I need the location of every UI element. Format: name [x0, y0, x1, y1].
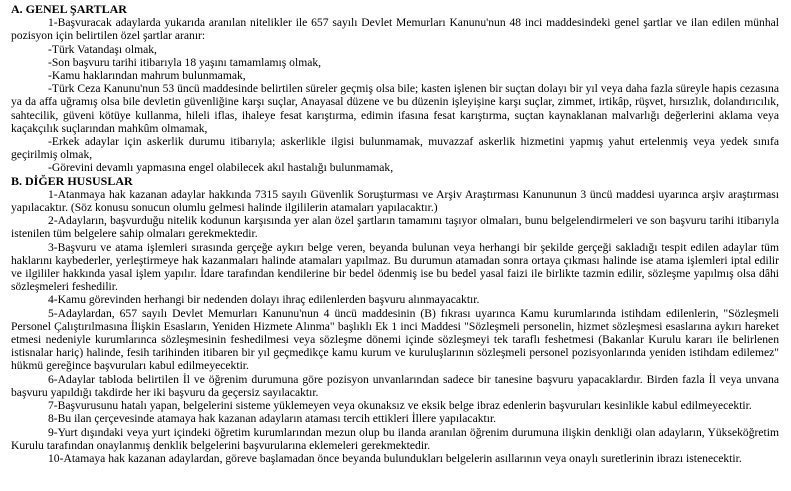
- section-b-item: 6-Adaylar tabloda belirtilen İl ve öğrenim durumuna göre pozisyon unvanlarından sadece bir tanesine başvuru yapacaklardır. Birden fazla İl veya unvana başvuru yapıldığı takdirde her iki başvuru da geçersiz sayılacaktır.: [11, 372, 779, 399]
- section-a-bullet: -Kamu haklarından mahrum bulunmamak,: [48, 69, 246, 83]
- section-a-bullet: -Görevini devamlı yapmasına engel olabilecek akıl hastalığı bulunmamak,: [48, 161, 394, 175]
- section-a-bullet: -Türk Vatandaşı olmak,: [48, 42, 157, 56]
- section-b-item: 2-Adayların, başvurduğu nitelik kodunun karşısında yer alan özel şartların tamamını taşıyor olmaları, bunu belgelendirmeleri ve son başvuru tarihi itibarıyla istenilen tüm belgelere sahip olmaları gerekmektedir.: [11, 214, 779, 241]
- section-b-item: 8-Bu ilan çerçevesinde atamaya hak kazanan adayların ataması tercih ettikleri İllere yapılacaktır.: [48, 412, 497, 426]
- section-a-bullet: -Son başvuru tarihi itibarıyla 18 yaşını tamamlamış olmak,: [48, 55, 322, 69]
- section-b-item: 7-Başvurusunu hatalı yapan, belgelerini sisteme yüklemeyen veya okunaksız ve eksik belge ibraz edenlerin başvuruları kesinlikle kabul edilmeyecektir.: [48, 399, 752, 413]
- section-b-item: 4-Kamu görevinden herhangi bir nedenden dolayı ihraç edilenlerden başvuru alınmayacaktır.: [48, 293, 480, 307]
- section-a-bullet: -Türk Ceza Kanunu'nun 53 üncü maddesinde belirtilen süreler geçmiş olsa bile; kasten işlenen bir suçtan dolayı bir yıl veya daha fazla süreyle hapis cezasına ya da affa uğramış olsa bile devletin güvenliğine karşı suçlar, Anayasal düzene ve bu düzenin işleyişine karşı suçlar, zimmet, irtikâp, rüşvet, hırsızlık, dolandırıcılık, sahtecilik, güveni kötüye kullanma, hileli iflas, ihaleye fesat karıştırma, edimin ifasına fesat karıştırma, suçtan kaynaklanan malvarlığı değerlerini aklama veya kaçakçılık suçlarından mahkûm olmamak,: [11, 82, 779, 135]
- section-b-item: 3-Başvuru ve atama işlemleri sırasında gerçeğe aykırı belge veren, beyanda bulunan veya herhangi bir şekilde gerçeği sakladığı tespit edilen adaylar tüm haklarını kaybederler, yerleştirmeye hak kazanmaları halinde atamaları yapılmaz. Bu durumun atamadan sonra ortaya çıkması halinde ise atama işlemleri iptal edilir ve ilgililer hakkında yasal işlem yapılır. İdare tarafından kendilerine bir bedel ödenmiş ise bu bedel yasal faizi ile birlikte tazmin edilir, sözleşme yapılmış olsa dâhi sözleşmeleri feshedilir.: [11, 240, 779, 294]
- section-b-item: 10-Atamaya hak kazanan adaylardan, göreve başlamadan önce beyanda bulundukları belgelerin asıllarının veya onaylı suretlerinin ibrazı istenecektir.: [48, 451, 742, 465]
- section-b-item: 9-Yurt dışındaki veya yurt içindeki öğretim kurumlarından mezun olup bu ilanda aranılan öğrenim durumuna ilişkin denkliği olan adayların, Yükseköğretim Kurulu tarafından onaylanmış denklik belgelerini başvurularına eklemeleri gerekmektedir.: [11, 425, 779, 452]
- section-b-item: 1-Atanmaya hak kazanan adaylar hakkında 7315 sayılı Güvenlik Soruşturması ve Arşiv Araştırması Kanununun 3 üncü maddesi uyarınca arşiv araştırması yapılacaktır. (Söz konusu sonucun olumlu gelmesi halinde ilgililerin atamaları yapılacaktır.): [11, 187, 779, 215]
- section-a-intro: 1-Başvuracak adaylarda yukarıda aranılan nitelikler ile 657 sayılı Devlet Memurları Kanunu'nun 48 inci maddesindeki genel şartlar ve ilan edilen münhal pozisyon için belirtilen özel şartlar aranır:: [11, 16, 779, 43]
- section-a-heading: A. GENEL ŞARTLAR: [11, 2, 127, 16]
- section-b-item: 5-Adaylardan, 657 sayılı Devlet Memurları Kanunu'nun 4 üncü maddesinin (B) fıkrası uyarınca Kamu kurumlarında istihdam edilenlerin, "Sözleşmeli Personel Çalıştırılmasına İlişkin Esasların, Yeniden Hizmete Alınma" başlıklı Ek 1 inci Maddesi "Sözleşmeli personelin, hizmet sözleşmesi esaslarına aykırı hareket etmesi nedeniyle kurumlarınca sözleşmesinin feshedilmesi veya sözleşme dönemi içinde sözleşmeyi tek taraflı feshetmesi (Bakanlar Kurulu kararı ile belirlenen istisnalar hariç) halinde, fesih tarihinden itibaren bir yıl geçmedikçe kamu kurum ve kuruluşlarının sözleşmeli personel pozisyonlarında yeniden istihdam edilemez" hükmü gereğince başvuruları kabul edilmeyecektir.: [11, 306, 779, 373]
- section-b-heading: B. DİĞER HUSUSLAR: [11, 173, 133, 188]
- section-a-bullet: -Erkek adaylar için askerlik durumu itibarıyla; askerlikle ilgisi bulunmamak, muvazzaf askerlik hizmetini yapmış yahut ertelenmiş veya yedek sınıfa geçirilmiş olmak,: [11, 135, 779, 162]
